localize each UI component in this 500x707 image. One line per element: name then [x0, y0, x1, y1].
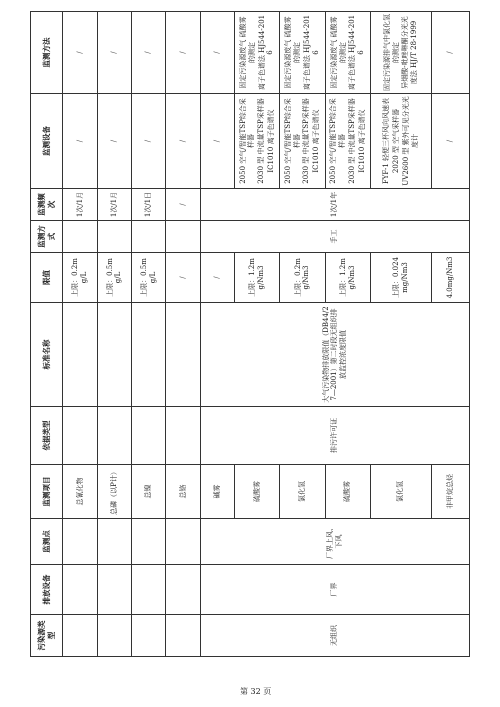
header-device: 监测设备: [31, 94, 63, 189]
point-cell: 厂界上风、下风: [200, 519, 469, 565]
limit-cell: 上限：0.5mg/L: [97, 253, 131, 303]
method-cell: /: [97, 12, 131, 94]
std-cell: [97, 303, 131, 407]
std-cell: [131, 303, 165, 407]
device-line: 2020 型 空气采样器: [392, 108, 401, 174]
header-type: 污染源类型: [31, 615, 63, 657]
limit-cell: 上限：0.2mg/L: [63, 253, 97, 303]
method-cell: /: [166, 12, 200, 94]
std-cell: [63, 303, 97, 407]
std-cell: [166, 303, 200, 407]
basis-cell: [97, 407, 131, 465]
limit-cell: /: [166, 253, 200, 303]
method-line: 离子色谱法 HJ544-2016: [257, 14, 275, 91]
freq-cell: /: [166, 189, 200, 221]
method-line: 异烟酸-吡唑啉酮分光光度法 HJ/T 28-1999: [401, 16, 419, 89]
page-number: 第 32 页: [240, 687, 272, 696]
basis-cell: [131, 407, 165, 465]
type-cell: [63, 615, 97, 657]
item-cell: 总镍: [131, 465, 165, 519]
device-cell: /: [200, 94, 234, 189]
header-item: 监测项目: [31, 465, 63, 519]
limit-cell: /: [200, 253, 234, 303]
limit-cell: 上限：1.2mg/Nm3: [234, 253, 279, 303]
table-row: [131, 12, 165, 657]
freq-cell: 1次/1月: [97, 189, 131, 221]
std-cell: 大气污染物排放限值（DB44/27—2001）第二时段无组织排放监控浓度限值: [200, 303, 469, 407]
equip-cell: [131, 565, 165, 615]
limit-cell: 上限：0.2mg/Nm3: [280, 253, 325, 303]
point-cell: [97, 519, 131, 565]
device-line: 2050 空气/智能TSP综合采样器: [329, 98, 347, 184]
method-line: 固定污染源排气中氯化氢的测定: [382, 14, 400, 91]
method-cell: /: [200, 12, 234, 94]
method-line: 离子色谱法 HJ544-2016: [302, 14, 320, 91]
type-cell: [131, 615, 165, 657]
type-cell: [166, 615, 200, 657]
type-cell: 无组织: [200, 615, 469, 657]
header-basis: 依据类型: [31, 407, 63, 465]
header-row: [31, 12, 63, 657]
device-cell: [234, 94, 279, 189]
header-equip: 排放设备: [31, 565, 63, 615]
device-line: 2030 型 中流量TSP采样器: [347, 98, 356, 184]
device-line: 2030 型 中流量TSP采样器: [257, 98, 266, 184]
equip-cell: [97, 565, 131, 615]
header-point: 监测点: [31, 519, 63, 565]
device-line: UV2600 型 紫外可见分光光度计: [401, 96, 419, 186]
item-cell: 总铬: [166, 465, 200, 519]
header-limit: 限值: [31, 253, 63, 303]
equip-cell: [63, 565, 97, 615]
header-std: 标准名称: [31, 303, 63, 407]
item-cell: 硫酸雾: [234, 465, 279, 519]
limit-cell: 上限：0.024mg/Nm3: [371, 253, 432, 303]
device-cell: /: [63, 94, 97, 189]
table-row: [63, 12, 97, 657]
device-line: 2050 空气/智能TSP综合采样器: [238, 98, 256, 184]
mode-cell: 手工: [200, 221, 469, 253]
point-cell: [131, 519, 165, 565]
item-cell: 总氰化物: [63, 465, 97, 519]
header-method: 监测方法: [31, 12, 63, 94]
limit-cell: 上限：0.5mg/L: [131, 253, 165, 303]
method-line: 固定污染源废气 硫酸雾的测定: [239, 16, 256, 89]
method-cell: /: [131, 12, 165, 94]
method-line: 固定污染源废气 硫酸雾的测定: [284, 16, 302, 89]
freq-cell: 1次/1月: [63, 189, 97, 221]
method-line: 离子色谱法 HJ544-2016: [348, 14, 366, 91]
device-cell: [325, 94, 370, 189]
method-cell: /: [431, 12, 469, 94]
method-cell: [325, 12, 370, 94]
table-row: [200, 12, 234, 657]
table-row: [97, 12, 131, 657]
equip-cell: [166, 565, 200, 615]
device-cell: /: [131, 94, 165, 189]
mode-cell: [131, 221, 165, 253]
item-cell: 非甲烷总烃: [431, 465, 469, 519]
limit-cell: 上限：1.2mg/Nm3: [325, 253, 370, 303]
rotated-table-container: [30, 12, 470, 657]
method-line: 固定污染源废气 硫酸雾的测定: [329, 16, 347, 89]
mode-cell: [166, 221, 200, 253]
device-line: IC1010 离子色谱仪: [312, 109, 321, 173]
header-freq: 监测频次: [31, 189, 63, 221]
method-cell: [371, 12, 432, 94]
item-cell: 总磷（以P计）: [97, 465, 131, 519]
point-cell: [63, 519, 97, 565]
device-cell: /: [431, 94, 469, 189]
device-cell: [280, 94, 325, 189]
basis-cell: [63, 407, 97, 465]
device-cell: /: [166, 94, 200, 189]
device-line: 2050 空气/智能TSP综合采样器: [283, 98, 301, 184]
device-line: IC1010 离子色谱仪: [266, 109, 275, 173]
basis-cell: [166, 407, 200, 465]
method-cell: [280, 12, 325, 94]
item-cell: 硫酸雾: [325, 465, 370, 519]
table-row: [166, 12, 200, 657]
freq-cell: 1次/1年: [200, 189, 469, 221]
device-line: IC1010 离子色谱仪: [357, 109, 366, 173]
device-cell: [371, 94, 432, 189]
limit-cell: 4.0mg/Nm3: [431, 253, 469, 303]
basis-cell: 排污许可证: [200, 407, 469, 465]
item-cell: 氯化氢: [371, 465, 432, 519]
mode-cell: [63, 221, 97, 253]
point-cell: [166, 519, 200, 565]
device-cell: /: [97, 94, 131, 189]
equip-cell: 厂界: [200, 565, 469, 615]
type-cell: [97, 615, 131, 657]
header-mode: 监测方式: [31, 221, 63, 253]
method-cell: /: [63, 12, 97, 94]
item-cell: 碱雾: [200, 465, 234, 519]
freq-cell: 1次/1日: [131, 189, 165, 221]
mode-cell: [97, 221, 131, 253]
item-cell: 氯化氢: [280, 465, 325, 519]
device-line: FYF-1 轻便三杯风向风速表: [382, 97, 391, 185]
method-cell: [234, 12, 279, 94]
device-line: 2030 型 中流量TSP采样器: [302, 98, 311, 184]
monitoring-table: [30, 11, 470, 657]
